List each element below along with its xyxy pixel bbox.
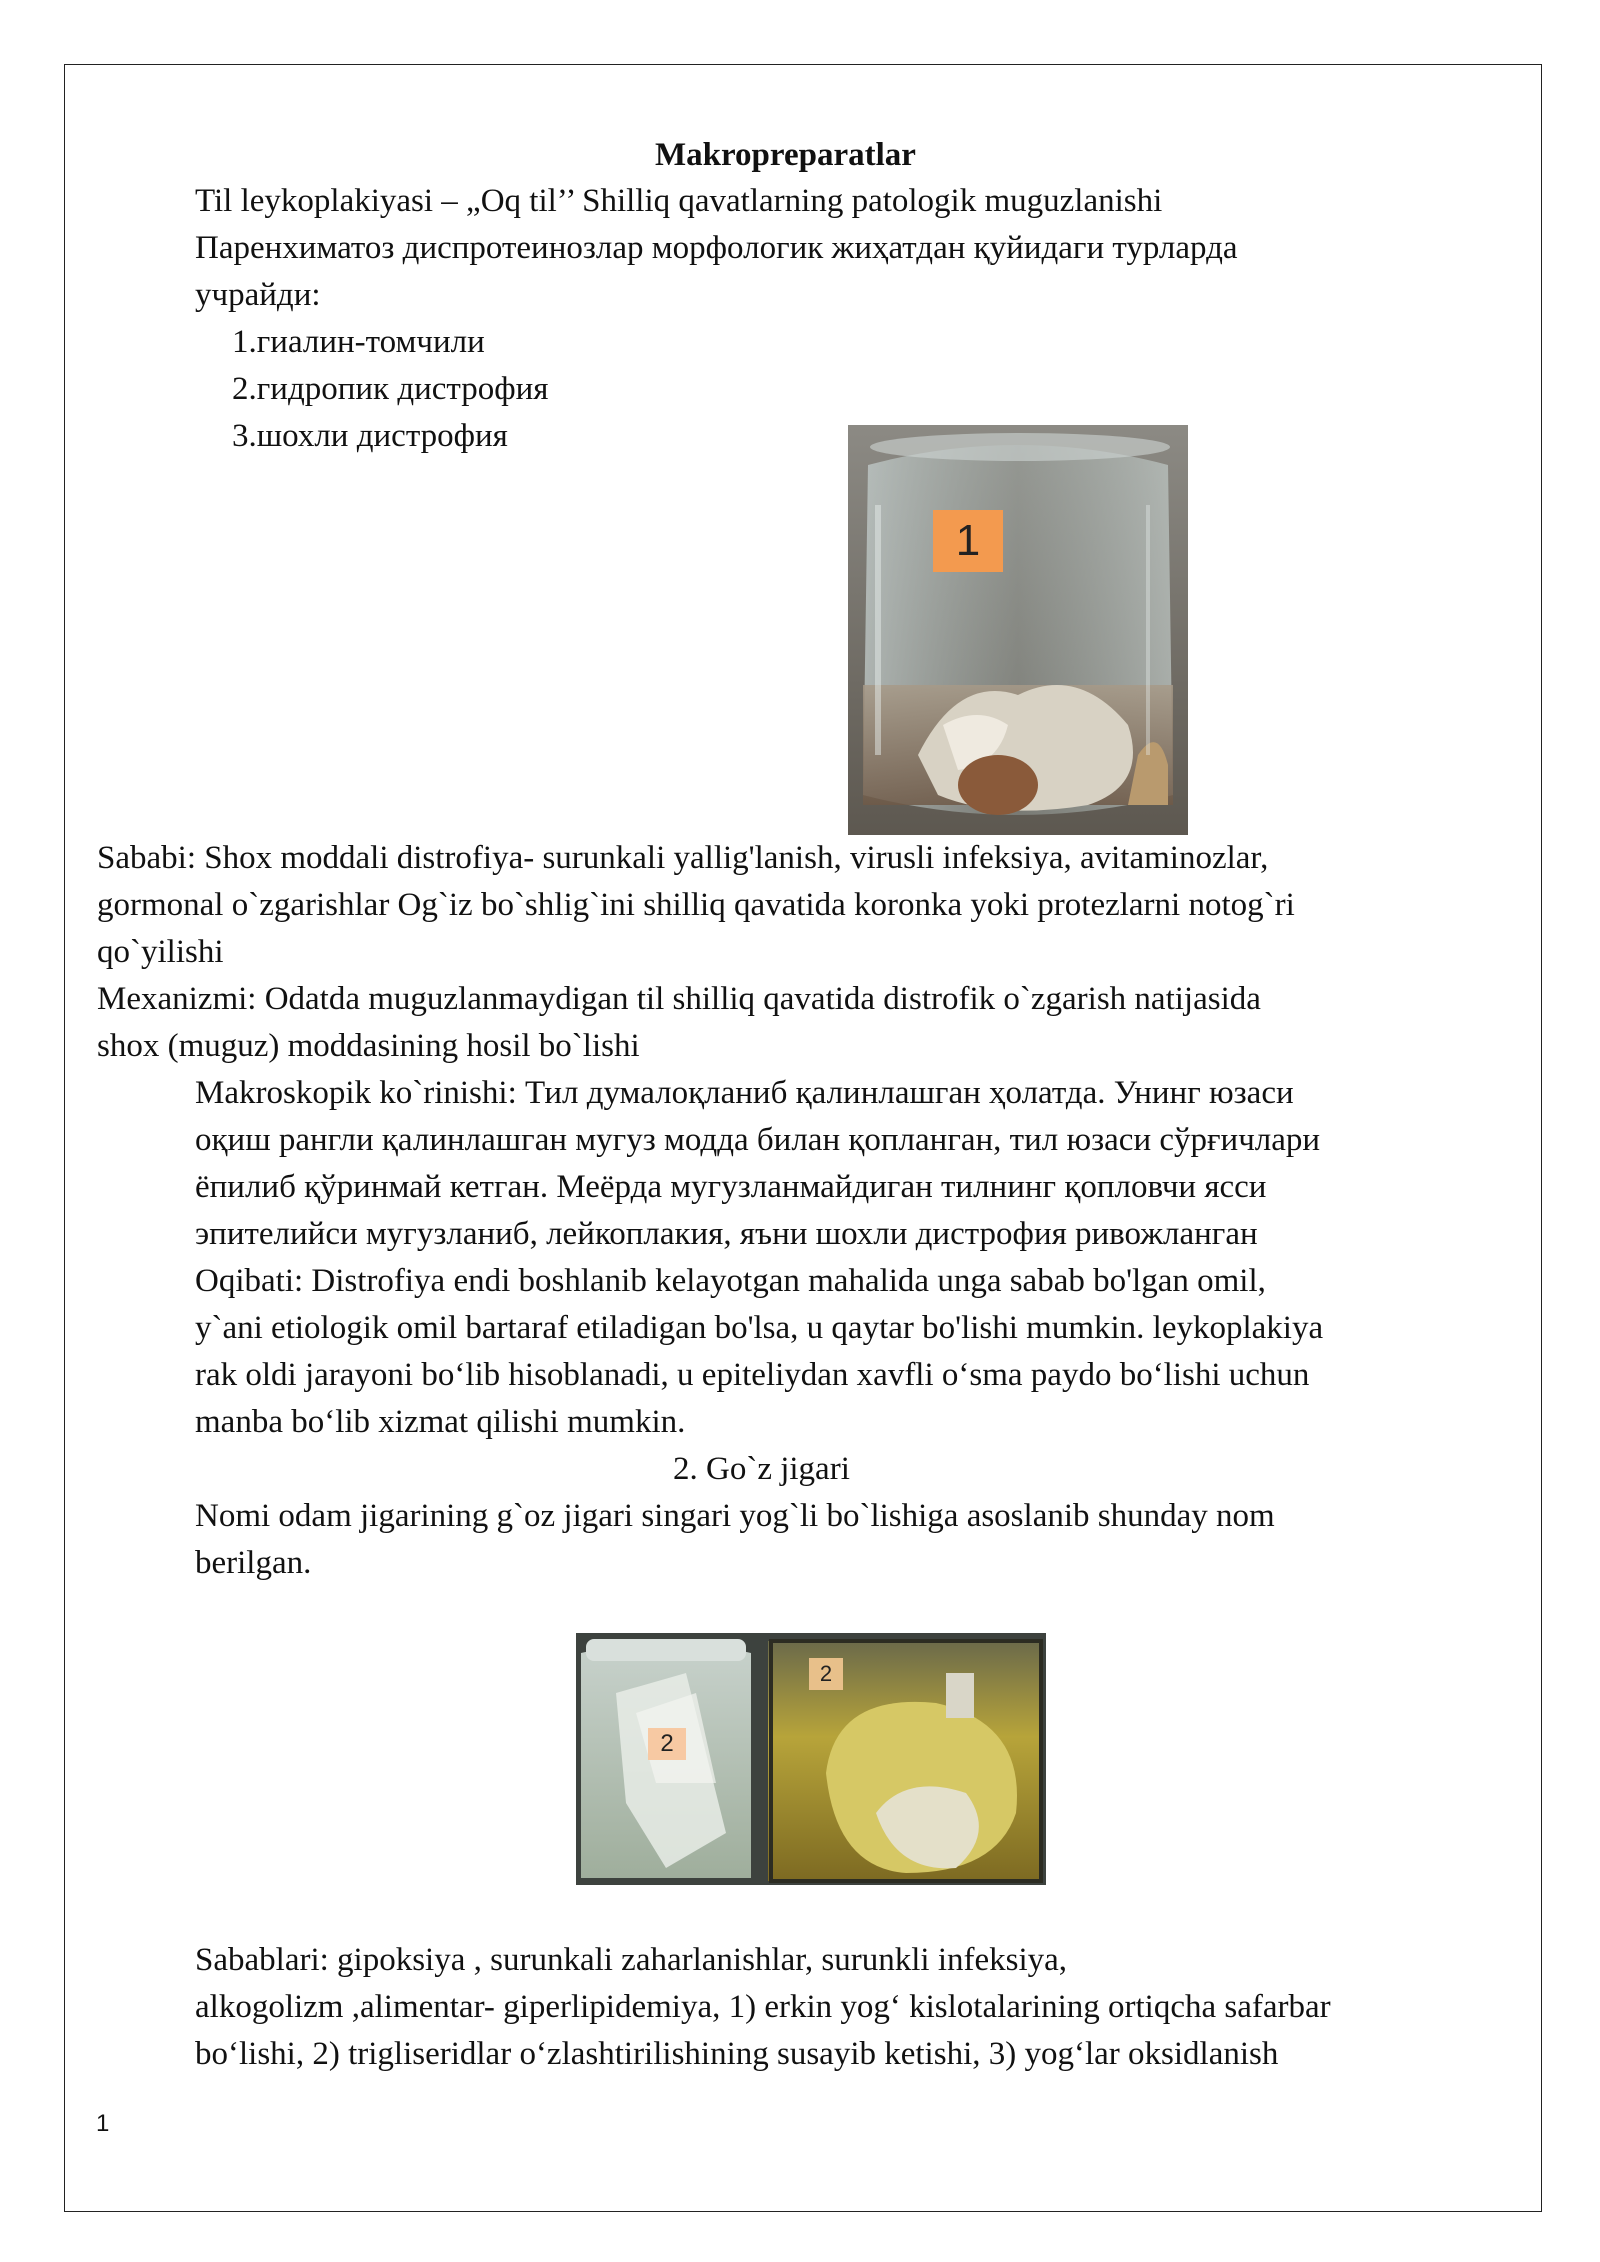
paragraph-line: shox (muguz) moddasining hosil bo`lishi: [97, 1028, 640, 1064]
section-heading: 2. Go`z jigari: [673, 1451, 850, 1487]
document-title: Makropreparatlar: [655, 137, 916, 173]
paragraph-line: Makroskopik ko`rinishi: Тил думалоқланиб қалинлашган ҳолатда. Унинг юзаси: [195, 1075, 1294, 1111]
paragraph-line: manba boʻlib xizmat qilishi mumkin.: [195, 1404, 686, 1440]
paragraph-line: Oqibati: Distrofiya endi boshlanib kelayotgan mahalida unga sabab bo'lgan omil,: [195, 1263, 1266, 1299]
jar-illustration: [848, 425, 1188, 835]
intro-line: Til leykoplakiyasi – „Oq til’’ Shilliq qavatlarning patologik muguzlanishi: [195, 183, 1163, 219]
paragraph-line: boʻlishi, 2) trigliseridlar oʻzlashtirilishining susayib ketishi, 3) yogʻlar oksidlanish: [195, 2036, 1279, 2072]
list-item: 3.шохли дистрофия: [232, 418, 508, 454]
paragraph-line: Sabablari: gipoksiya , surunkali zaharlanishlar, surunkli infeksiya,: [195, 1942, 1068, 1978]
paragraph-line: оқиш рангли қалинлашган мугуз модда билан қопланган, тил юзаси сўрғичлари: [195, 1122, 1321, 1158]
list-item: 1.гиалин-томчили: [232, 324, 485, 360]
paragraph-line: alkogolizm ,alimentar- giperlipidemiya, 1) erkin yogʻ kislotalarining ortiqcha safarbar: [195, 1989, 1331, 2025]
specimen-number-label: 2: [809, 1658, 843, 1690]
intro-line: учрайди:: [195, 277, 321, 313]
paragraph-line: y`ani etiologik omil bartaraf etiladigan bo'lsa, u qaytar bo'lishi mumkin. leykoplakiya: [195, 1310, 1324, 1346]
paragraph-line: эпителийси мугузланиб, лейкоплакия, яъни шохли дистрофия ривожланган: [195, 1216, 1258, 1252]
intro-line: Паренхиматоз диспротеинозлар морфологик жиҳатдан қуйидаги турларда: [195, 230, 1238, 266]
paragraph-line: Nomi odam jigarining g`oz jigari singari yog`li bo`lishiga asoslanib shunday nom: [195, 1498, 1275, 1534]
paragraph-line: ёпилиб қўринмай кетган. Меёрда мугузланмайдиган тилнинг қопловчи ясси: [195, 1169, 1267, 1205]
paragraph-line: gormonal o`zgarishlar Og`iz bo`shlig`ini shilliq qavatida koronka yoki protezlarni notog`ri: [97, 887, 1295, 923]
list-item: 2.гидропик дистрофия: [232, 371, 549, 407]
paragraph-line: Mexanizmi: Odatda muguzlanmaydigan til shilliq qavatida distrofik o`zgarish natijasida: [97, 981, 1261, 1017]
paragraph-line: berilgan.: [195, 1545, 312, 1581]
paragraph-line: rak oldi jarayoni boʻlib hisoblanadi, u epiteliydan xavfli oʻsma paydo boʻlishi uchun: [195, 1357, 1310, 1393]
specimen-jar-photo-1: [848, 425, 1188, 835]
page-number: 1: [96, 2110, 110, 2137]
paragraph-line: qo`yilishi: [97, 934, 224, 970]
specimen-number-label: 2: [648, 1728, 686, 1760]
specimen-jar-photo-2: [576, 1633, 1046, 1885]
paragraph-line: Sababi: Shox moddali distrofiya- surunkali yallig'lanish, virusli infeksiya, avitaminozlar,: [97, 840, 1269, 876]
specimen-number-label: 1: [933, 510, 1003, 572]
